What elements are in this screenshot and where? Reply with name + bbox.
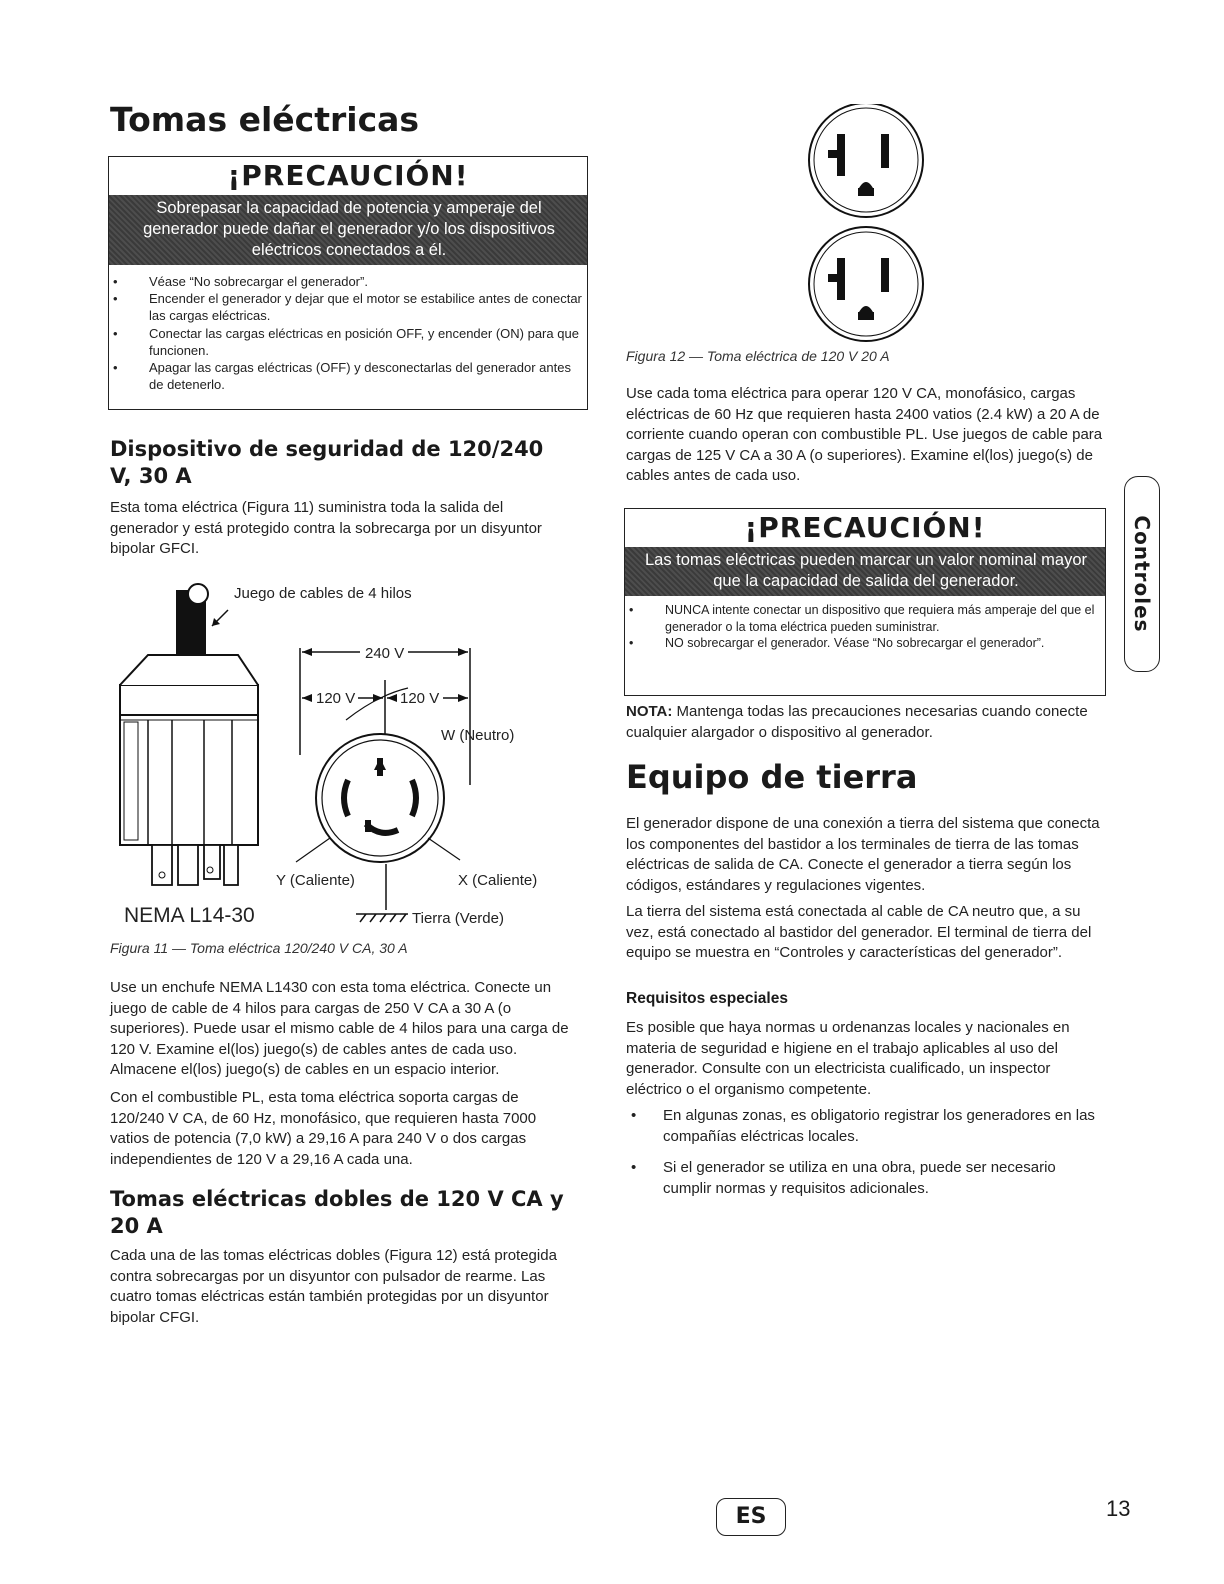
paragraph-120v-usage: Use cada toma eléctrica para operar 120 V CA, monofásico, cargas eléctricas de 60 Hz que requieren hasta 2400 vatios (2.4 kW) a 20 A de corriente cuando operan con combustible PL. Use juegos de cable para cargas de 125 V CA a 30 A (o superiores). Examine el(los) juego(s) de cables antes de cada uso.	[626, 385, 1103, 485]
page-number: 13	[1106, 1496, 1131, 1521]
note-label: NOTA:	[626, 703, 673, 720]
caution-box-2	[624, 508, 1106, 696]
note-text: Mantenga todas las precauciones necesarias cuando conecte cualquier alargador o dispositivo al generador.	[626, 703, 1088, 741]
duplex-outlet-bottom	[809, 227, 923, 341]
paragraph-l1430: Use un enchufe NEMA L1430 con esta toma eléctrica. Conecte un juego de cable de 4 hilos para cargas de 250 V CA a 30 A (o superiores). Puede usar el mismo cable de 4 hilos para una carga de 120 V. Examine el(los) juego(s) de cables antes de cada uso. Almacene el(los) juego(s) de cables en un espacio interior.	[110, 979, 569, 1079]
caution-list-2	[625, 596, 1105, 652]
plug-name-label: NEMA L14-30	[124, 904, 255, 927]
caution-item: • NO sobrecargar el generador. Véase “No sobrecargar el generador”.	[625, 635, 1105, 652]
caution-list	[109, 265, 587, 393]
x-hot-label: X (Caliente)	[458, 872, 538, 889]
subheading-special-requirements: Requisitos especiales	[626, 990, 788, 1007]
ground-label: Tierra (Verde)	[412, 910, 504, 927]
section-paragraph-120v: Cada una de las tomas eléctricas dobles (Figura 12) está protegida contra sobrecargas por un disyuntor con pulsador de rearme. Las cuatro tomas eléctricas están también protegidas por un disyuntor bipolar CFGI.	[110, 1247, 557, 1326]
section-heading-240v: Dispositivo de seguridad de 120/240 V, 30 A	[110, 437, 544, 488]
section-title-ground: Equipo de tierra	[626, 758, 918, 796]
page-title: Tomas eléctricas	[110, 100, 420, 139]
caution-item: • Véase “No sobrecargar el generador”.	[109, 273, 587, 290]
caution-box-1	[108, 156, 588, 410]
list-item: • En algunas zonas, es obligatorio registrar los generadores en las compañías eléctricas locales.	[626, 1106, 1106, 1147]
neutral-label: W (Neutro)	[441, 727, 515, 744]
plug-body	[120, 685, 258, 845]
caution-item: • Encender el generador y dejar que el motor se estabilice antes de conectar las cargas eléctricas.	[109, 290, 587, 324]
caution-heading: ¡PRECAUCIÓN!	[227, 159, 469, 192]
list-item: • Si el generador se utiliza en una obra, puede ser necesario cumplir normas y requisitos adicionales.	[626, 1158, 1106, 1199]
caution-band-2: Las tomas eléctricas pueden marcar un valor nominal mayor que la capacidad de salida del generador.	[625, 547, 1105, 596]
figure-12-caption: Figura 12 — Toma eléctrica de 120 V 20 A	[626, 348, 890, 364]
figure-12-diagram	[800, 104, 940, 344]
cord-label: Juego de cables de 4 hilos	[234, 585, 412, 602]
section-heading-120v: Tomas eléctricas dobles de 120 V CA y 20 A	[110, 1187, 564, 1238]
language-tab: ES	[716, 1498, 786, 1536]
note-paragraph	[626, 702, 1096, 743]
y-hot-label: Y (Caliente)	[276, 872, 355, 889]
figure-11-caption: Figura 11 — Toma eléctrica 120/240 V CA, 30 A	[110, 940, 408, 956]
caution-item: • NUNCA intente conectar un dispositivo que requiera más amperaje del que el generador o la toma eléctrica pueden suministrar.	[625, 602, 1105, 635]
section-paragraph-240v: Esta toma eléctrica (Figura 11) suministra toda la salida del generador y está protegido contra la sobrecarga por un disyuntor bipolar GFCI.	[110, 499, 542, 558]
caution-item: • Apagar las cargas eléctricas (OFF) y desconectarlas del generador antes de detenerlo.	[109, 359, 587, 393]
side-tab-label: Controles	[1130, 515, 1154, 633]
paragraph-special-requirements: Es posible que haya normas u ordenanzas locales y nacionales en materia de seguridad e higiene en el trabajo aplicables al uso del generador. Consulte con un electricista cualificado, un inspector eléctrico o el organismo competente.	[626, 1019, 1070, 1098]
caution-band: Sobrepasar la capacidad de potencia y amperaje del generador puede dañar el generador y/o los dispositivos eléctricos conectados a él.	[109, 195, 587, 265]
section-side-tab	[1124, 476, 1160, 672]
voltage-120-label-b: 120 V	[400, 690, 440, 707]
receptacle-outer	[316, 734, 444, 862]
voltage-240-label: 240 V	[365, 645, 405, 662]
caution-item: • Conectar las cargas eléctricas en posición OFF, y encender (ON) para que funcionen.	[109, 325, 587, 359]
paragraph-pl-fuel: Con el combustible PL, esta toma eléctrica soporta cargas de 120/240 V CA, de 60 Hz, monofásico, que requieren hasta 7000 vatios de potencia (7,0 kW) a 29,16 A para 240 V o dos cargas independientes de 120 V a 29,16 A cada una.	[110, 1089, 537, 1168]
paragraph-ground-1: El generador dispone de una conexión a tierra del sistema que conecta los componentes del bastidor a los terminales de tierra de las tomas eléctricas de salida de CA. Conecte el generador a tierra según los códigos, estándares y regulaciones vigentes.	[626, 815, 1100, 894]
caution-heading-2: ¡PRECAUCIÓN!	[744, 511, 986, 544]
paragraph-ground-2: La tierra del sistema está conectada al cable de CA neutro que, a su vez, está conectado al bastidor del generador. El terminal de tierra del equipo se muestra en “Controles y características del generador”.	[626, 903, 1092, 962]
requirements-bullet-list	[626, 1106, 1106, 1210]
voltage-120-label-a: 120 V	[316, 690, 356, 707]
duplex-outlet-top	[809, 104, 923, 217]
figure-11-diagram	[108, 580, 578, 940]
